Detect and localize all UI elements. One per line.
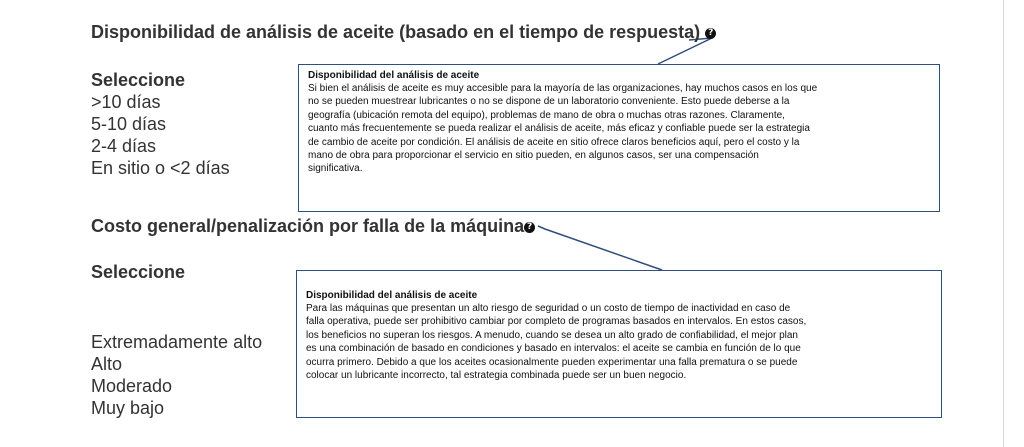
section2-callout bbox=[296, 270, 942, 418]
callout-line: Si bien el análisis de aceite es muy accesible para la mayoría de las organizaciones, hay muchos casos en los que bbox=[308, 83, 818, 94]
section1-options bbox=[91, 91, 230, 179]
section2-callout-title: Disponibilidad del análisis de aceite bbox=[306, 290, 478, 301]
callout-line: cuanto más frecuentemente se pueda realizar el análisis de aceite, más eficaz y confiable puede ser la estrategia bbox=[308, 123, 810, 135]
callout-line: es una combinación de basado en condiciones y basado en intervalos: el aceite se cambia en función de lo que bbox=[306, 343, 801, 355]
section1-option-2-4[interactable]: 2-4 días bbox=[91, 136, 157, 156]
callout-2-connector bbox=[538, 226, 662, 270]
section1-title-row bbox=[91, 21, 716, 43]
page-right-border bbox=[1003, 0, 1004, 447]
callout-line: no se pueden muestrear lubricantes o no se dispone de un laboratorio conveniente. Esto puede deberse a la bbox=[308, 96, 790, 108]
section2-select-label: Seleccione bbox=[91, 262, 186, 282]
section2-option-very-low[interactable]: Muy bajo bbox=[91, 398, 165, 418]
section2-title-row bbox=[91, 215, 535, 237]
question-circle-icon[interactable]: ? bbox=[705, 28, 716, 39]
section2-option-high[interactable]: Alto bbox=[91, 354, 123, 374]
section2-options bbox=[91, 331, 262, 419]
section1-select-label: Seleccione bbox=[91, 70, 186, 90]
callout-line: falla operativa, puede ser prohibitivo cambiar por completo de programas basados en intervalos. En estos casos, bbox=[306, 316, 807, 328]
section2-callout-body bbox=[306, 302, 933, 382]
section1-option-onsite[interactable]: En sitio o <2 días bbox=[91, 158, 230, 178]
callout-line: los beneficios no superan los riesgos. A menudo, cuando se desea un alto grado de confiabilidad, el mejor plan bbox=[306, 329, 798, 341]
section2-title: Costo general/penalización por falla de la máquina bbox=[91, 216, 525, 236]
callout-line: colocar un lubricante incorrecto, tal estrategia combinada puede ser un buen negocio. bbox=[306, 370, 687, 382]
callout-line: geografía (ubicación remota del equipo), problemas de mano de obra o muchas otras razones. Claramente, bbox=[308, 109, 785, 121]
section1-option-5-10[interactable]: 5-10 días bbox=[91, 114, 167, 134]
section2-option-extremely-high[interactable]: Extremadamente alto bbox=[91, 332, 263, 352]
section1-option-gt10[interactable]: >10 días bbox=[91, 92, 161, 112]
callout-line: de cambio de aceite por condición. El análisis de aceite en sitio ofrece claros beneficios aquí, pero el costo y la bbox=[308, 136, 800, 148]
section1-callout-title: Disponibilidad del análisis de aceite bbox=[308, 70, 480, 81]
callout-line: ocurra primero. Debido a que los aceites ocasionalmente pueden experimentar una falla prematura o se puede bbox=[306, 356, 798, 368]
callout-line: Para las máquinas que presentan un alto riesgo de seguridad o un costo de tiempo de inactividad en caso de bbox=[306, 303, 791, 314]
callout-line: mano de obra para proporcionar el servicio en sitio pueden, en algunos casos, ser una compensación bbox=[308, 150, 759, 162]
section1-callout-body bbox=[308, 82, 931, 176]
section2-option-moderate[interactable]: Moderado bbox=[91, 376, 173, 396]
callout-line: significativa. bbox=[308, 163, 363, 175]
question-circle-icon[interactable]: ? bbox=[524, 222, 535, 233]
section1-title: Disponibilidad de análisis de aceite (basado en el tiempo de respuesta) bbox=[91, 22, 701, 42]
section1-callout bbox=[298, 64, 940, 212]
